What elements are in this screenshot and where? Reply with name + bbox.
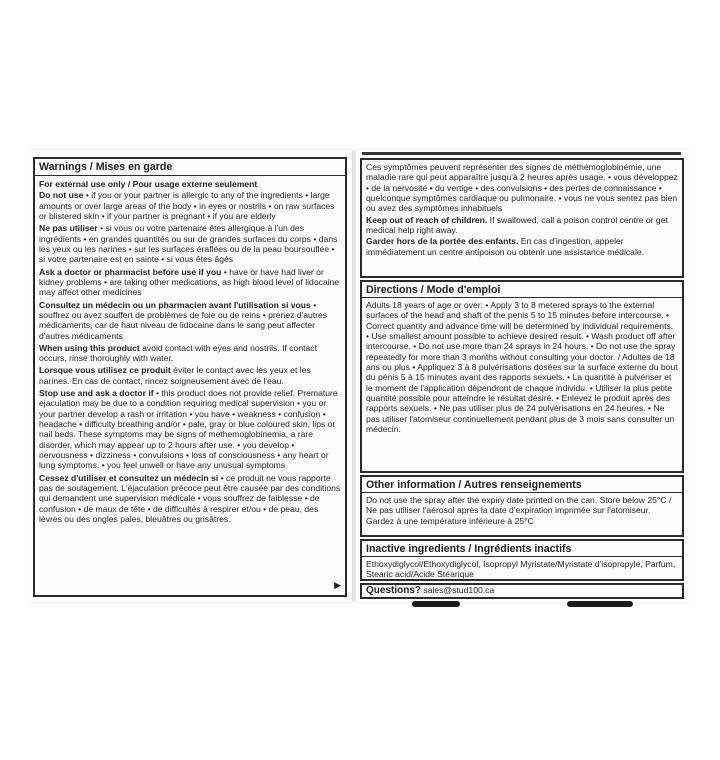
ne-pas-utiliser-section — [39, 223, 341, 264]
questions-email: sales@stud100.ca — [421, 585, 495, 595]
bottom-tab-shadow — [567, 601, 633, 607]
consult-section — [39, 300, 341, 341]
left-panel — [27, 150, 352, 602]
stop-label: Stop use and ask a doctor if — [39, 388, 154, 399]
directions-title: Directions / Mode d'emploi — [362, 284, 682, 298]
inactive-ingredients-box — [360, 539, 684, 581]
other-info-title: Other information / Autres renseignements — [362, 479, 682, 493]
top-flap-edge — [362, 152, 681, 155]
keep-text: If swallowed, call a poison control centre or get medical help right away. — [366, 214, 668, 235]
warnings-title: Warnings / Mises en garde — [35, 161, 345, 176]
consult-text: • souffrez ou avez souffert de problèmes de foie ou de reins • prenez d'autres médicaments, car de haut niveau de lidocaine dans le sang peut affecter d'autres médicaments — [39, 299, 328, 341]
ne-pas-label: Ne pas utiliser — [39, 223, 98, 234]
continue-arrow-icon: ▶ — [334, 580, 341, 591]
directions-text: Adults 18 years of age or over: • Apply 3 to 8 metered sprays to the external surfaces of the head and shaft of the penis 5 to 15 minutes before intercourse. • Correct quantity and advance time will be determined by individual requirements. • Use smallest amount possible to achieve desired result. • Wash product off after intercourse. • Do not use more than 24 sprays in 24 hours. • Do not use the spray repeatedly for more than 3 months without consulting your doctor. / Adultes de 18 ans ou plus • Appliquez 3 à 8 pulvérisations dosées sur la surface externe du bout du pénis 5 à 15 minutes avant des rapports sexuels. • La quantité à pulvériser et le moment de l'application dépendront de chaque individu. • Utiliser la plus petite quantité possible pour atteindre le résultat désiré. • Enlevez le produit après des rapports sexuels. • Ne pas utiliser plus de 24 pulvérisations en 24 heures. • Ne pas utiliser l'atomiseur continuellement pendant plus de 3 mois sans consulter un médecin. — [366, 300, 678, 434]
when-label: When using this product — [39, 342, 140, 353]
do-not-use-text: • if you or your partner is allergic to any of the ingredients • large amounts or over large areas of the body • in eyes or nostrils • on raw surfaces or blistered skin • if your partner is pregnant • if you are elderly — [39, 190, 335, 222]
other-info-text: Do not use the spray after the expiry date printed on the can. Store below 25°C / Ne pas utiliser l'aérosol après la date d'expiration imprimée sur l'atomiseur. Gardez à une température inférieure à 25°C — [366, 495, 672, 526]
ne-pas-text: • si vous ou votre partenaire êtes allergique à l'un des ingrédients • en grandes quantités ou sur de grandes surfaces du corps • dans les yeux ou les narines • sur les surfaces éraflées ou de la peau boursouflée • si votre partenaire est en sainte • si vous êtes âgés — [39, 223, 338, 265]
keep-label: Keep out of reach of children. — [366, 214, 488, 225]
bottom-tab-shadow — [412, 601, 460, 607]
right-panel — [356, 150, 689, 602]
keep-out-section — [366, 215, 678, 236]
questions-label: Questions? — [366, 585, 422, 596]
cessez-label: Cessez d'utiliser et consultez un médecin si — [39, 472, 219, 483]
cessez-text: • ce produit ne vous rapporte pas de soulagement. L'éjaculation précoce peut être causée par des conditions qui demandent une supervision médicale • vous souffrez de faiblesse • de confusion • de maux de tête • de difficultés à respirer et/ou • de peau, des lèvres ou des ongles pales, bleuâtres ou grisâtres. — [39, 472, 341, 524]
external-use-line: For external use only / Pour usage externe seulement — [39, 179, 258, 190]
lorsque-label: Lorsque vous utilisez ce produit — [39, 365, 171, 376]
warnings-continued-box — [360, 158, 684, 278]
garder-text: En cas d'ingestion, appeler immédiatement un centre antipoison ou obtenir une assistance médicale. — [366, 236, 645, 257]
ask-label: Ask a doctor or pharmacist before use if you — [39, 266, 222, 277]
directions-box — [360, 280, 684, 473]
other-info-box — [360, 475, 684, 537]
warnings-box — [33, 157, 347, 597]
cessez-section — [39, 473, 341, 525]
ask-doctor-section — [39, 267, 341, 298]
lorsque-section — [39, 365, 341, 386]
when-using-section — [39, 343, 341, 364]
garder-label: Garder hors de la portée des enfants. — [366, 236, 519, 247]
stop-text: • this product does not provide relief. Premature ejaculation may be due to a condition requiring medical supervision • you or your partner develop a rash or irritation • you have • weakness • confusion • headache • difficulty breathing and/or • pale, gray or blue coloured skin, lips or nail beds. These symptoms may be signs of methemoglobinemia, a rare disorder, which may appear up to 2 hours after use. • you develop • nervousness • dizziness • convulsions • loss of consciousness • any heart or lung symptoms. • you feel unwell or have any unusual symptoms — [39, 388, 338, 471]
stop-use-section — [39, 388, 341, 471]
when-text: avoid contact with eyes and nostrils. If contact occurs, rinse thoroughly with water. — [39, 342, 317, 364]
do-not-use-section — [39, 190, 341, 221]
garder-section — [366, 236, 678, 257]
consult-label: Consultez un médecin ou un pharmacien avant l'utilisation si vous — [39, 299, 311, 310]
continued-text: Ces symptômes peuvent représenter des signes de méthémoglobinémie, une maladie rare qui peut apparaître jusqu'à 2 heures après usage. • vous développez • de la nervosité • du vertige • des convulsions • des pertes de connaissance • quelconque symptômes cardiaque ou pulmonaire. • vous ne vous sentez pas bien ou avez des symptômes inhabituels — [366, 162, 678, 214]
questions-box — [360, 583, 684, 599]
lorsque-text: éviter le contact avec les yeux et les narines. En cas de contact, rincez soigneusement avec de l'eau. — [39, 365, 311, 386]
ask-text: • have or have had liver or kidney problems • are taking other medications, as high blood level of lidocaine may affect other medicines — [39, 266, 340, 298]
do-not-use-label: Do not use — [39, 190, 84, 201]
inactive-title: Inactive ingredients / Ingrédients inactifs — [362, 543, 682, 557]
inactive-text: Ethoxydiglycol/Ethoxydiglycol, Isopropyl Myristate/Myristate d'isopropyle, Parfum, Stearic acid/Acide Stéarique — [366, 559, 676, 580]
